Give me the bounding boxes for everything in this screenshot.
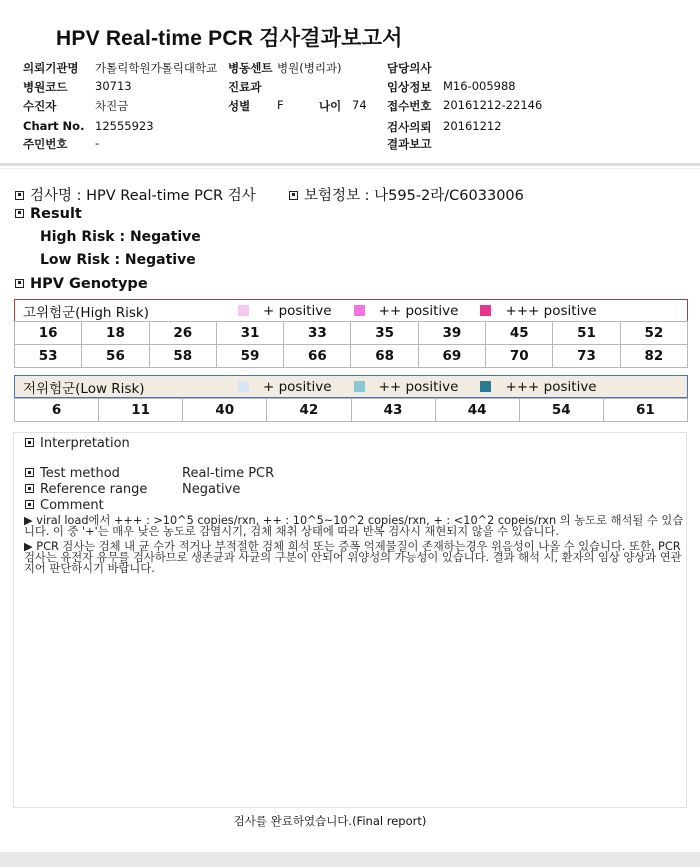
test-method-label: Test method (25, 466, 120, 481)
high-risk-type-cell: 70 (486, 345, 553, 368)
legend-low-plus1: + positive (238, 379, 332, 395)
high-risk-type-cell: 59 (216, 345, 283, 368)
clinical-info-label: 임상정보 (387, 80, 432, 94)
result-heading: Result (15, 206, 82, 222)
high-risk-type-cell: 53 (15, 345, 82, 368)
high-risk-result: High Risk : Negative (40, 229, 201, 245)
bullet-square-icon (25, 468, 34, 477)
chart-no-label: Chart No. (23, 119, 85, 133)
bullet-square-icon (25, 484, 34, 493)
low-risk-header (14, 375, 688, 398)
request-label: 검사의뢰 (387, 120, 432, 134)
age-value: 74 (352, 98, 367, 112)
legend-swatch (354, 381, 365, 392)
low-risk-row (15, 399, 688, 422)
high-risk-type-cell: 51 (553, 322, 620, 345)
genotype-heading: HPV Genotype (15, 276, 148, 292)
legend-low-plus2: ++ positive (354, 379, 459, 395)
department-label: 진료과 (228, 80, 262, 94)
interpretation-heading: Interpretation (25, 436, 130, 451)
high-risk-type-cell: 35 (351, 322, 418, 345)
low-risk-type-cell: 44 (435, 399, 519, 422)
high-risk-row (15, 322, 688, 345)
comment-label: Comment (25, 498, 104, 513)
receipt-label: 접수번호 (387, 99, 432, 113)
bullet-square-icon (15, 209, 24, 218)
bullet-square-icon (25, 438, 34, 447)
low-risk-type-cell: 42 (267, 399, 351, 422)
hospital-code-value: 30713 (95, 79, 132, 93)
high-risk-type-cell: 18 (82, 322, 149, 345)
header-divider-light (0, 168, 700, 169)
high-risk-type-cell: 16 (15, 322, 82, 345)
low-risk-type-cell: 40 (183, 399, 267, 422)
high-risk-type-cell: 82 (620, 345, 687, 368)
bullet-square-icon (289, 191, 298, 200)
sex-value: F (277, 98, 284, 112)
high-risk-type-cell: 66 (284, 345, 351, 368)
final-report-status: 검사를 완료하였습니다.(Final report) (233, 814, 427, 828)
bullet-square-icon (25, 500, 34, 509)
high-risk-type-cell: 31 (216, 322, 283, 345)
high-risk-type-cell: 73 (553, 345, 620, 368)
legend-swatch (238, 381, 249, 392)
ward-value: 병원(병리과) (277, 61, 342, 75)
comment-viral-load: ▶ viral load에서 +++ : >10^5 copies/rxn, ++ : 10^5~10^2 copies/rxn, + : <10^2 copeis/rxn 의 농도로 해석될 수 있습니다. 이 중 '+'는 매우 낮은 농도로 감염시기, 검체 채취 상태에 따라 반복 검사시 재현되지 않을 수 있습니다. (24, 514, 684, 538)
sex-label: 성별 (228, 99, 251, 113)
bullet-square-icon (15, 279, 24, 288)
test-name: 검사명 : HPV Real-time PCR 검사 (15, 184, 256, 205)
report-title: HPV Real-time PCR 검사결과보고서 (56, 27, 403, 50)
legend-low-plus3: +++ positive (480, 379, 596, 395)
institution-label: 의뢰기관명 (23, 61, 79, 75)
high-risk-row (15, 345, 688, 368)
high-risk-type-cell: 26 (149, 322, 216, 345)
receipt-value: 20161212-22146 (443, 98, 543, 112)
legend-swatch (480, 381, 491, 392)
bullet-square-icon (15, 191, 24, 200)
low-risk-type-cell: 43 (351, 399, 435, 422)
age-label: 나이 (319, 99, 342, 113)
legend-swatch (354, 305, 365, 316)
high-risk-group-label: 고위험군(High Risk) (23, 304, 149, 321)
high-risk-type-cell: 56 (82, 345, 149, 368)
resident-no-value: - (95, 136, 100, 150)
high-risk-header (14, 299, 688, 322)
high-risk-type-cell: 33 (284, 322, 351, 345)
examinee-label: 수진자 (23, 99, 57, 113)
bottom-bar (0, 852, 700, 867)
ward-label: 병동센트 (228, 61, 273, 75)
institution-value: 가톨릭학원가톨릭대학교 (95, 61, 218, 75)
high-risk-type-cell: 52 (620, 322, 687, 345)
reference-range-label: Reference range (25, 482, 147, 497)
low-risk-type-cell: 6 (15, 399, 99, 422)
legend-high-plus2: ++ positive (354, 303, 459, 319)
chart-no-value: 12555923 (95, 119, 154, 133)
insurance-info: 보험정보 : 나595-2라/C6033006 (289, 184, 524, 205)
low-risk-group-label: 저위험군(Low Risk) (23, 380, 145, 397)
low-risk-type-cell: 54 (519, 399, 603, 422)
report-label: 결과보고 (387, 137, 432, 151)
interpretation-box (13, 432, 687, 808)
header-divider (0, 163, 700, 166)
examinee-value: 차진금 (95, 99, 129, 113)
high-risk-type-cell: 58 (149, 345, 216, 368)
legend-swatch (238, 305, 249, 316)
high-risk-genotype-table (14, 321, 688, 368)
hospital-code-label: 병원코드 (23, 80, 68, 94)
legend-swatch (480, 305, 491, 316)
request-value: 20161212 (443, 119, 502, 133)
reference-range-value: Negative (182, 482, 241, 497)
legend-high-plus1: + positive (238, 303, 332, 319)
resident-no-label: 주민번호 (23, 137, 68, 151)
test-method-value: Real-time PCR (182, 466, 275, 481)
doctor-label: 담당의사 (387, 61, 432, 75)
high-risk-type-cell: 69 (418, 345, 485, 368)
legend-high-plus3: +++ positive (480, 303, 596, 319)
high-risk-type-cell: 68 (351, 345, 418, 368)
clinical-info-value: M16-005988 (443, 79, 516, 93)
comment-pcr-limitations: ▶ PCR 검사는 검체 내 균 수가 적거나 부적절한 검체 희석 또는 증폭 억제물질이 존재하는경우 위음성이 나올 수 있습니다. 또한, PCR 검사는 유전자 유무를 검사하므로 생존균과 사균의 구분이 안되어 위양성의 가능성이 있습니다. 결과 해석 시, 환자의 임상 양상과 연관지어 판단하시기 바랍니다. (24, 540, 682, 575)
low-risk-type-cell: 11 (99, 399, 183, 422)
high-risk-type-cell: 39 (418, 322, 485, 345)
low-risk-result: Low Risk : Negative (40, 252, 196, 268)
low-risk-genotype-table (14, 398, 688, 422)
low-risk-type-cell: 61 (603, 399, 687, 422)
high-risk-type-cell: 45 (486, 322, 553, 345)
